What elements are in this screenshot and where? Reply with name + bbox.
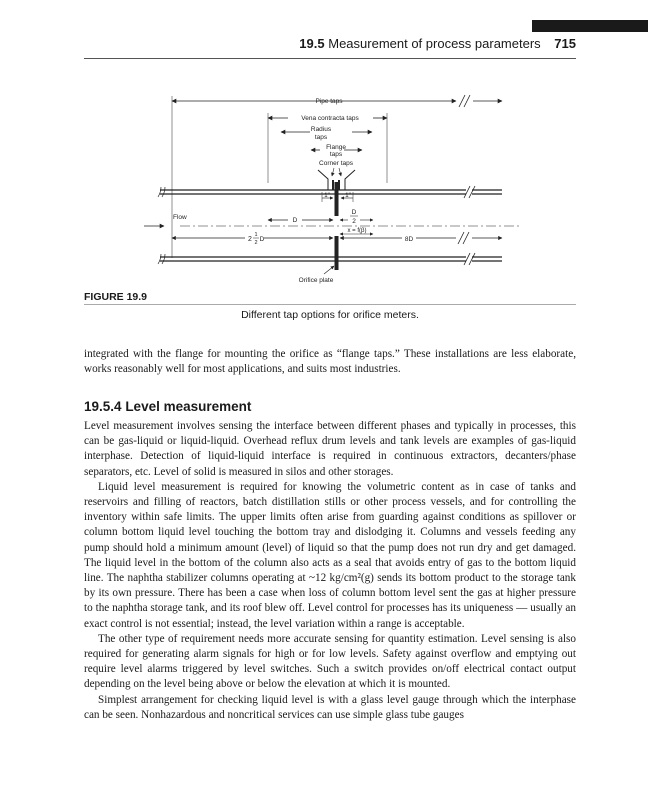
paragraph-2: Liquid level measurement is required for knowing the volumetric content as in case of tanks and reservoirs and filling of reactors, batch distillation stills or other process vessels, and for controlling the inventory within safe limits. The upper limits often arise from guarding against conditions as spillover or column bottom liquid level touching the bottom tray and dislodging it. Columns and vessels feeding any pump should hold a minimum amount (level) of liquid so that the pump does not run dry and get damaged. The liquid level in the bottom of the column also acts as a seal that avoids entry of gas to the bottom liquid line. The naphtha stabilizer columns operating at ~12 kg/cm²(g) sends its bottom product to the storage tank by its own pressure. There has been a case when loss of column bottom level sent the gas at higher pressure to the naphtha storage tank, and its roof blew off. Level control for processes has its uniqueness — usually an exact control is not essential; instead, the level variation within a range is acceptable. [84, 480, 576, 630]
eight-d-break-mark [458, 232, 469, 244]
two-and-half-numerator: 1 [254, 232, 258, 238]
orifice-plate-pointer [324, 266, 334, 274]
right-flange [345, 170, 355, 190]
intro-text: integrated with the flange for mounting the orifice as “flange taps.” These installations are less elaborate, works reasonably well for most applications, and suits most industries. [84, 348, 576, 376]
figure-rule [84, 304, 576, 305]
orifice-plate-label: Orifice plate [298, 277, 334, 284]
figure-label: FIGURE 19.9 [84, 291, 148, 303]
header-section-number: 19.5 [299, 36, 325, 51]
pipe-bottom-right-break [464, 253, 475, 265]
page-number: 715 [554, 36, 576, 51]
two-and-half-denominator: 2 [254, 240, 258, 246]
flange-taps-label-1: Flange [326, 144, 346, 151]
orifice-plate-lower [335, 236, 339, 270]
orifice-plate-upper [335, 182, 339, 216]
paragraph-3: The other type of requirement needs more accurate sensing for quantity estimation. Level sensing is also required for generating alarm signals for high or for low levels. Safety against overflow and emptying out require level alarms triggered by level switches. Such a switch provides on/off electrical contact output depending on the level being above or below the elevation at which it is mounted. [84, 632, 576, 691]
left-flange [318, 170, 328, 190]
two-and-half-whole: 2 [248, 236, 252, 243]
section-heading [84, 399, 251, 414]
one-inch-left-label: 1" [324, 193, 330, 199]
pipe-taps-break-mark [459, 95, 470, 107]
pipe-taps-label: Pipe taps [315, 98, 343, 105]
one-inch-right-label: 1" [345, 193, 351, 199]
x-formula-label: x = f(β) [347, 228, 367, 234]
d-label: D [292, 217, 298, 224]
intro-paragraph [84, 347, 576, 377]
corner-taps-arrow-right [339, 168, 341, 176]
two-and-half-d-label: D [259, 236, 265, 243]
paragraph-1: Level measurement involves sensing the interface between different phases and typically in processes, this can be gas-liquid or liquid-liquid. Overhead reflux drum levels and tank levels are examples of gas-liquid interphase. Detection of liquid-liquid interface is required in continuous extractors, decanters/phase separators, etc. Level of solid is measured in silos and other storages. [84, 420, 576, 478]
flange-taps-label-2: taps [329, 151, 343, 158]
header-rule [84, 58, 576, 59]
corner-taps-arrow-left [332, 168, 334, 176]
pipe-top-left-break [158, 187, 165, 197]
corner-taps-label: Corner taps [319, 160, 353, 167]
figure-caption: Different tap options for orifice meters. [241, 309, 419, 321]
header-title: Measurement of process parameters [328, 36, 541, 51]
radius-taps-label-2: taps [314, 134, 328, 141]
section-title: Level measurement [125, 399, 252, 414]
vena-contracta-taps-label: Vena contracta taps [301, 115, 359, 122]
flow-label: Flow [173, 214, 187, 221]
paragraph-4: Simplest arrangement for checking liquid level is with a glass level gauge through which the interphase can be seen. Nonhazardous and noncritical services can use simple glass tube gauges [84, 693, 576, 721]
header-corner-bar [532, 20, 648, 32]
section-body [84, 419, 576, 723]
d-over-2-denominator: 2 [352, 218, 356, 225]
d-over-2-numerator: D [351, 209, 357, 216]
running-header [0, 36, 576, 56]
section-number: 19.5.4 [84, 399, 122, 414]
eight-d-label: 8D [404, 236, 414, 243]
pipe-top-right-break [464, 186, 475, 198]
radius-taps-label-1: Radius [310, 126, 332, 133]
pipe-bottom-left-break [158, 254, 165, 264]
orifice-tap-diagram [140, 88, 520, 288]
